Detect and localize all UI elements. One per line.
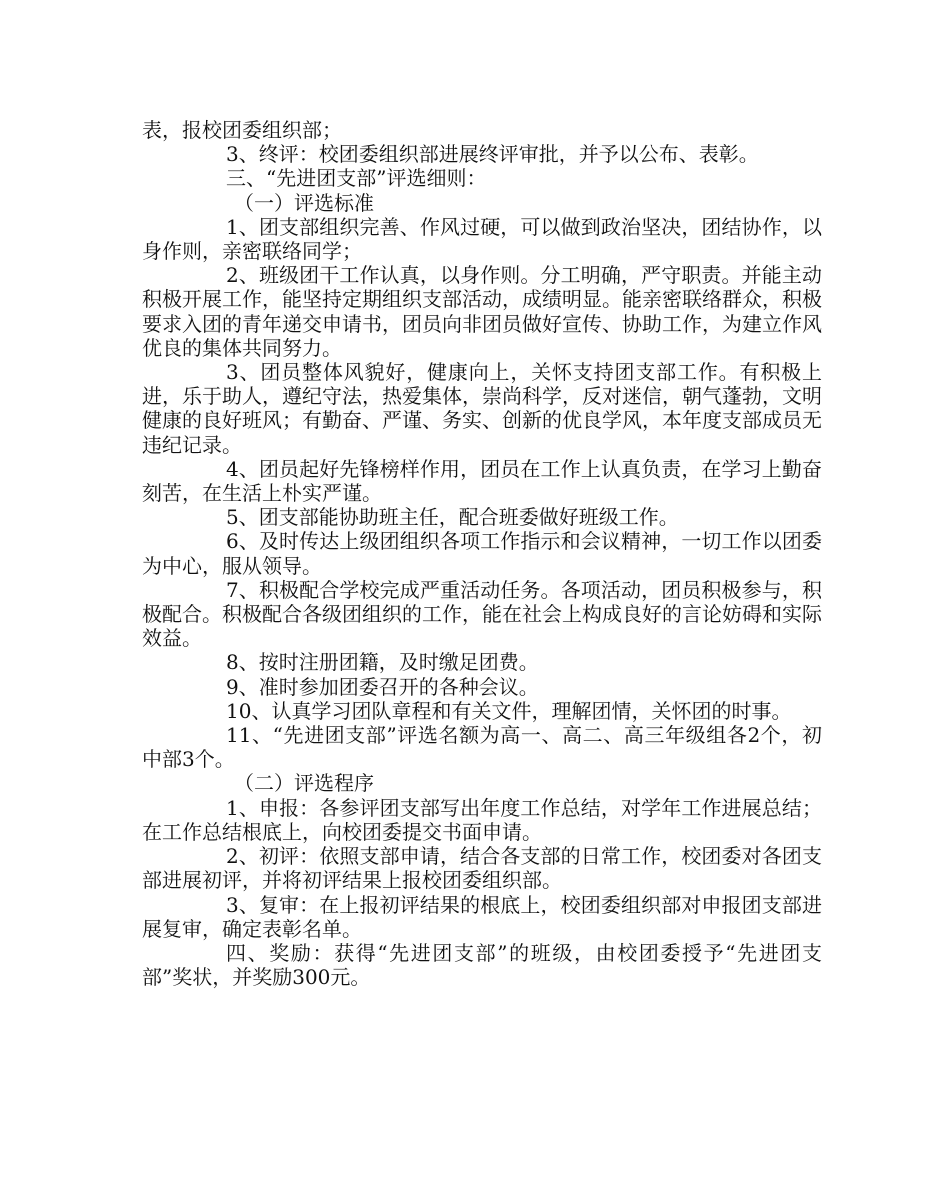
document-paragraph: 3、团员整体风貌好，健康向上，关怀支持团支部工作。有积极上进，乐于助人，遵纪守法，热爱集体，崇尚科学，反对迷信，朝气蓬勃，文明健康的良好班风；有勤奋、严谨、务实、创新的优良学风，本年度支部成员无违纪记录。: [142, 360, 822, 457]
document-paragraph: 1、团支部组织完善、作风过硬，可以做到政治坚决，团结协作，以身作则，亲密联络同学；: [142, 214, 822, 264]
document-paragraph: 5、团支部能协助班主任，配合班委做好班级工作。: [226, 505, 679, 530]
document-paragraph: 2、初评：依照支部申请，结合各支部的日常工作，校团委对各团支部进展初评，并将初评结果上报校团委组织部。: [142, 844, 822, 893]
document-paragraph: 10、认真学习团队章程和有关文件，理解团情，关怀团的时事。: [226, 698, 792, 723]
document-paragraph: 三、“先进团支部”评选细则：: [226, 166, 487, 191]
document-paragraph: 4、团员起好先锋榜样作用，团员在工作上认真负责，在学习上勤奋刻苦，在生活上朴实严谨。: [142, 456, 822, 506]
document-paragraph: 7、积极配合学校完成严重活动任务。各项活动，团员积极参与，积极配合。积极配合各级团组织的工作，能在社会上构成良好的言论妨碍和实际效益。: [142, 577, 822, 651]
document-paragraph: （二）评选程序: [234, 771, 374, 796]
document-paragraph: （一）评选标准: [234, 190, 374, 215]
document-paragraph: 6、及时传达上级团组织各项工作指示和会议精神，一切工作以团委为中心，服从领导。: [142, 529, 822, 578]
document-paragraph: 8、按时注册团籍，及时缴足团费。: [226, 650, 539, 675]
document-paragraph: 11、“先进团支部”评选名额为高一、高二、高三年级组各2个，初中部3个。: [142, 723, 822, 772]
document-paragraph: 表，报校团委组织部；: [142, 118, 342, 142]
document-paragraph: 3、终评：校团委组织部进展终评审批，并予以公布、表彰。: [226, 142, 759, 167]
document-paragraph: 四、奖励：获得“先进团支部”的班级，由校团委授予“先进团支部”奖状，并奖励300元。: [142, 940, 822, 990]
document-paragraph: 1、申报：各参评团支部写出年度工作总结，对学年工作进展总结；在工作总结根底上，向校团委提交书面申请。: [142, 795, 822, 844]
document-paragraph: 3、复审：在上报初评结果的根底上，校团委组织部对申报团支部进展复审，确定表彰名单。: [142, 892, 822, 941]
document-paragraph: 2、班级团干工作认真，以身作则。分工明确，严守职责。并能主动积极开展工作，能坚持定期组织支部活动，成绩明显。能亲密联络群众，积极要求入团的青年递交申请书，团员向非团员做好宣传、协助工作，为建立作风优良的集体共同努力。: [142, 263, 822, 360]
document-paragraph: 9、准时参加团委召开的各种会议。: [226, 674, 539, 699]
document-body: [142, 118, 822, 989]
